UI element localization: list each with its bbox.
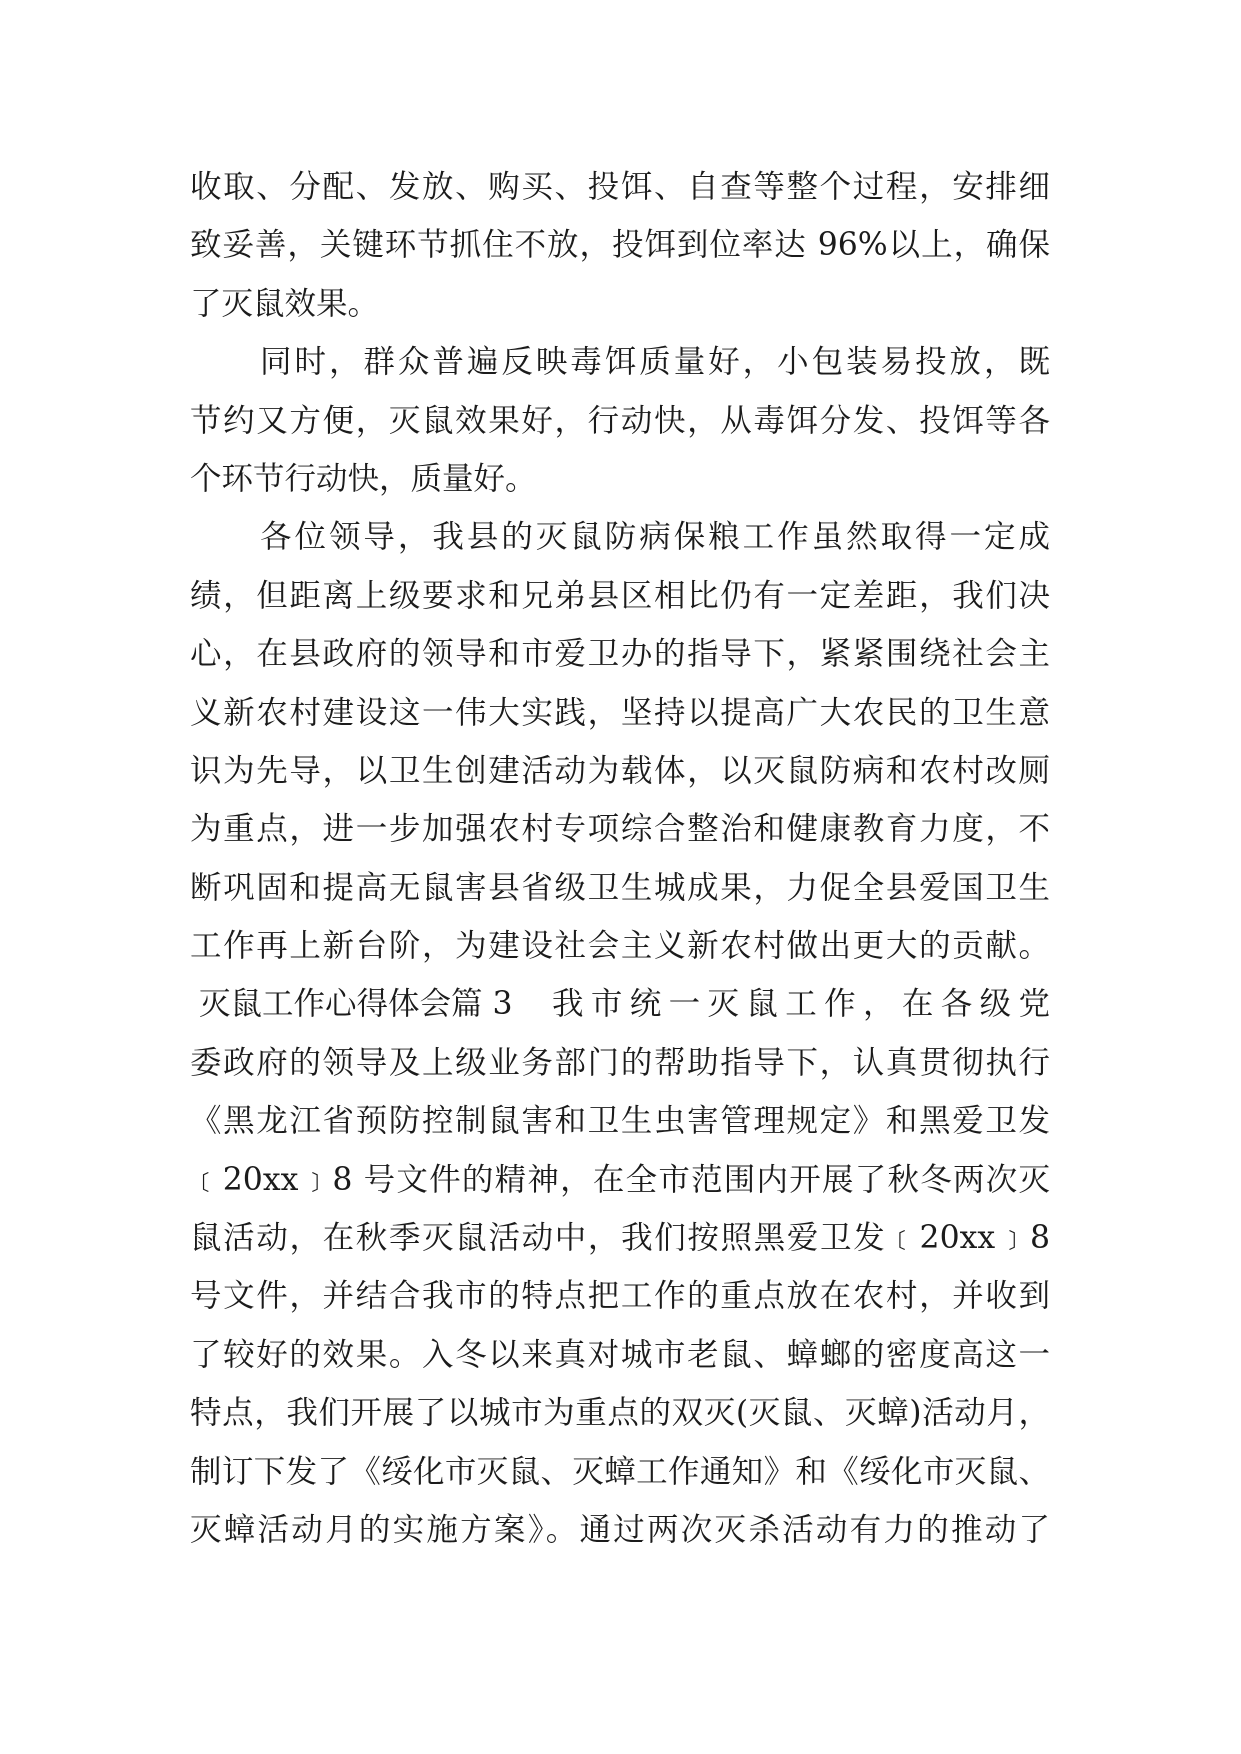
text-line: 特点，我们开展了以城市为重点的双灭(灭鼠、灭蟑)活动月， — [190, 1395, 1050, 1432]
text-line: 灭蟑活动月的实施方案》。通过两次灭杀活动有力的推动了 — [190, 1511, 1050, 1548]
text-line: 《黑龙江省预防控制鼠害和卫生虫害管理规定》和黑爱卫发 — [190, 1103, 1050, 1140]
text-line: 断巩固和提高无鼠害县省级卫生城成果，力促全县爱国卫生 — [190, 869, 1050, 906]
document-body — [190, 158, 1050, 1559]
text-line: 号文件，并结合我市的特点把工作的重点放在农村，并收到 — [190, 1278, 1050, 1315]
section-heading: 灭鼠工作心得体会篇 3 — [199, 986, 513, 1023]
text-line: 工作再上新台阶，为建设社会主义新农村做出更大的贡献。 — [190, 928, 1050, 965]
text-line: 委政府的领导及上级业务部门的帮助指导下，认真贯彻执行 — [190, 1044, 1050, 1081]
paragraph — [190, 975, 1050, 1559]
text-line: 我市统一灭鼠工作，在各级党 — [552, 986, 1050, 1023]
text-line: 鼠活动，在秋季灭鼠活动中，我们按照黑爱卫发﹝20xx﹞8 — [190, 1220, 1050, 1257]
text-line: ﹝20xx﹞8 号文件的精神，在全市范围内开展了秋冬两次灭 — [190, 1161, 1050, 1198]
heading-line — [190, 975, 1050, 1033]
text-line: 致妥善，关键环节抓住不放，投饵到位率达 96%以上，确保 — [190, 227, 1050, 264]
text-line: 为重点，进一步加强农村专项综合整治和健康教育力度，不 — [190, 811, 1050, 848]
text-line: 个环节行动快，质量好。 — [190, 460, 537, 497]
paragraph — [190, 333, 1050, 508]
text-line: 义新农村建设这一伟大实践，坚持以提高广大农民的卫生意 — [190, 694, 1050, 731]
text-line: 制订下发了《绥化市灭鼠、灭蟑工作通知》和《绥化市灭鼠、 — [190, 1453, 1050, 1490]
text-line: 各位领导，我县的灭鼠防病保粮工作虽然取得一定成 — [260, 519, 1050, 556]
text-line: 收取、分配、发放、购买、投饵、自查等整个过程，安排细 — [190, 169, 1050, 205]
text-line: 了灭鼠效果。 — [190, 285, 380, 322]
paragraph — [190, 508, 1050, 975]
text-line: 节约又方便，灭鼠效果好，行动快，从毒饵分发、投饵等各 — [190, 402, 1050, 439]
text-line: 心，在县政府的领导和市爱卫办的指导下，紧紧围绕社会主 — [190, 636, 1050, 673]
paragraph — [190, 158, 1050, 333]
text-line: 同时，群众普遍反映毒饵质量好，小包装易投放，既 — [260, 344, 1050, 381]
text-line: 绩，但距离上级要求和兄弟县区相比仍有一定差距，我们决 — [190, 577, 1050, 614]
text-line: 了较好的效果。入冬以来真对城市老鼠、蟑螂的密度高这一 — [190, 1336, 1050, 1373]
text-line: 识为先导，以卫生创建活动为载体，以灭鼠防病和农村改厕 — [190, 752, 1050, 789]
